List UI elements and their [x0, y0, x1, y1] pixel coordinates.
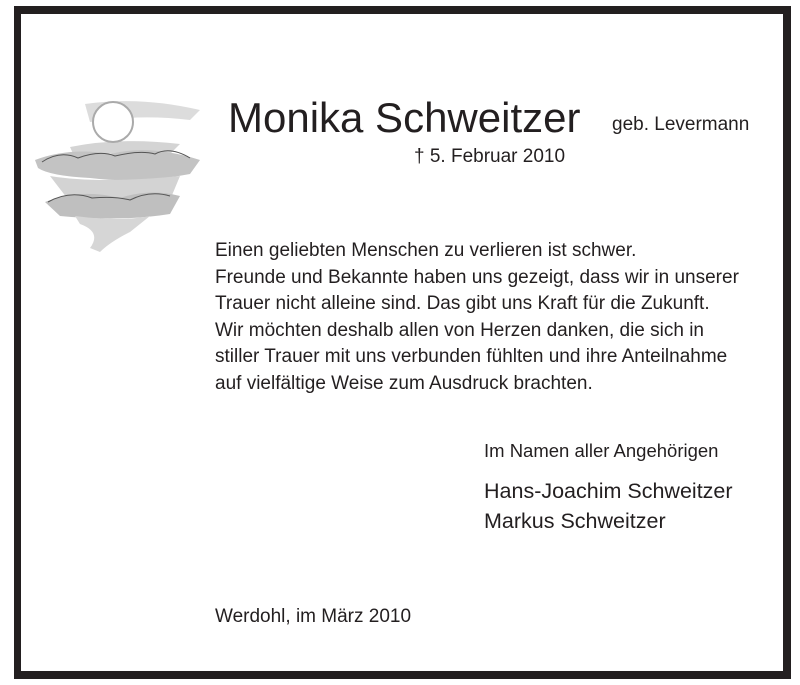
- moon-landscape-illustration: [30, 92, 205, 257]
- on-behalf-line: Im Namen aller Angehörigen: [484, 440, 719, 461]
- signatory: Hans-Joachim Schweitzer: [484, 479, 733, 503]
- death-date: † 5. Februar 2010: [414, 146, 566, 167]
- maiden-name: geb. Levermann: [612, 114, 750, 135]
- text-line: stiller Trauer mit uns verbunden fühlten und ihre Anteilnahme: [215, 346, 728, 367]
- signatory: Markus Schweitzer: [484, 509, 666, 533]
- signatories: [484, 476, 733, 536]
- text-line: Trauer nicht alleine sind. Das gibt uns Kraft für die Zukunft.: [215, 293, 710, 314]
- text-line: Wir möchten deshalb allen von Herzen danken, die sich in: [215, 319, 704, 341]
- text-line: Freunde und Bekannte haben uns gezeigt, dass wir in unserer: [215, 266, 739, 288]
- place-date: Werdohl, im März 2010: [215, 606, 412, 627]
- text-line: auf vielfältige Weise zum Ausdruck brachten.: [215, 372, 593, 394]
- thank-you-text: [215, 238, 739, 397]
- text-line: Einen geliebten Menschen zu verlieren ist schwer.: [215, 240, 637, 261]
- deceased-name: Monika Schweitzer: [228, 94, 581, 141]
- moon-icon: [93, 102, 133, 142]
